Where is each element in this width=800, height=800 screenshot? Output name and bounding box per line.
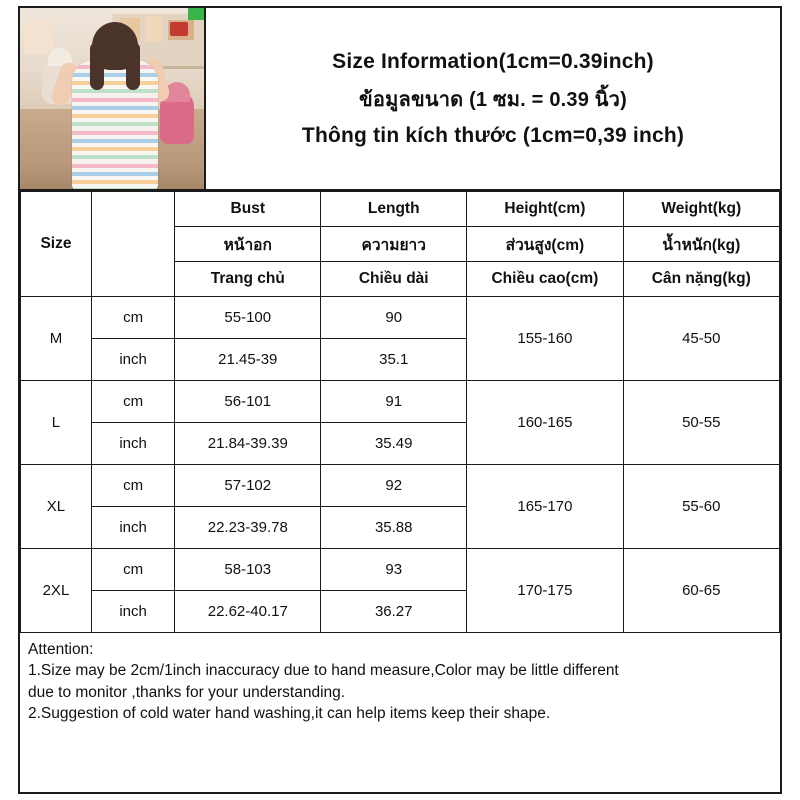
attention-line-1: 1.Size may be 2cm/1inch inaccuracy due to hand measure,Color may be little different bbox=[28, 662, 619, 680]
row-size-xl: XL bbox=[21, 465, 92, 549]
table-row bbox=[21, 465, 780, 507]
col-length-en: Length bbox=[321, 192, 467, 227]
height-2xl: 170-175 bbox=[467, 549, 623, 633]
col-weight-vi: Cân nặng(kg) bbox=[623, 262, 779, 297]
unit-inch-l: inch bbox=[91, 423, 174, 465]
col-length-th: ความยาว bbox=[321, 227, 467, 262]
weight-l: 50-55 bbox=[623, 381, 779, 465]
size-table bbox=[20, 191, 780, 633]
col-height-th: ส่วนสูง(cm) bbox=[467, 227, 623, 262]
col-weight-en: Weight(kg) bbox=[623, 192, 779, 227]
length-cm-xl: 92 bbox=[321, 465, 467, 507]
length-inch-2xl: 36.27 bbox=[321, 591, 467, 633]
photo-red-object bbox=[170, 22, 188, 36]
table-row bbox=[21, 381, 780, 423]
unit-cm-xl: cm bbox=[91, 465, 174, 507]
col-bust-th: หน้าอก bbox=[175, 227, 321, 262]
row-size-2xl: 2XL bbox=[21, 549, 92, 633]
photo-striped-dress bbox=[72, 60, 158, 189]
col-weight-th: น้ำหนัก(kg) bbox=[623, 227, 779, 262]
bust-cm-2xl: 58-103 bbox=[175, 549, 321, 591]
row-size-l: L bbox=[21, 381, 92, 465]
bust-cm-m: 55-100 bbox=[175, 297, 321, 339]
photo-model-hair bbox=[92, 22, 138, 70]
height-l: 160-165 bbox=[467, 381, 623, 465]
length-cm-l: 91 bbox=[321, 381, 467, 423]
weight-xl: 55-60 bbox=[623, 465, 779, 549]
title-th: ข้อมูลขนาด (1 ซม. = 0.39 นิ้ว) bbox=[359, 88, 627, 111]
height-m: 155-160 bbox=[467, 297, 623, 381]
col-bust-en: Bust bbox=[175, 192, 321, 227]
col-length-vi: Chiều dài bbox=[321, 262, 467, 297]
attention-line-3: 2.Suggestion of cold water hand washing,it can help items keep their shape. bbox=[28, 705, 551, 723]
unit-cm-l: cm bbox=[91, 381, 174, 423]
length-cm-m: 90 bbox=[321, 297, 467, 339]
bust-inch-xl: 22.23-39.78 bbox=[175, 507, 321, 549]
unit-header-cell bbox=[91, 192, 174, 297]
length-cm-2xl: 93 bbox=[321, 549, 467, 591]
col-bust-vi: Trang chủ bbox=[175, 262, 321, 297]
table-row bbox=[21, 297, 780, 339]
title-block bbox=[206, 8, 780, 189]
size-header-cell: Size bbox=[21, 192, 92, 297]
attention-heading: Attention: bbox=[28, 641, 94, 658]
height-xl: 165-170 bbox=[467, 465, 623, 549]
weight-2xl: 60-65 bbox=[623, 549, 779, 633]
photo-green-marker bbox=[188, 8, 204, 20]
photo-box-2 bbox=[146, 16, 162, 42]
col-height-en: Height(cm) bbox=[467, 192, 623, 227]
col-height-vi: Chiều cao(cm) bbox=[467, 262, 623, 297]
bust-inch-l: 21.84-39.39 bbox=[175, 423, 321, 465]
table-header-row-en bbox=[21, 192, 780, 227]
header-band bbox=[20, 8, 780, 191]
title-vi: Thông tin kích thước (1cm=0,39 inch) bbox=[301, 123, 685, 147]
attention-line-2: due to monitor ,thanks for your understanding. bbox=[28, 683, 346, 701]
length-inch-l: 35.49 bbox=[321, 423, 467, 465]
attention-block bbox=[20, 633, 780, 792]
size-chart-frame bbox=[18, 6, 782, 794]
unit-cm-m: cm bbox=[91, 297, 174, 339]
row-size-m: M bbox=[21, 297, 92, 381]
unit-inch-m: inch bbox=[91, 339, 174, 381]
unit-cm-2xl: cm bbox=[91, 549, 174, 591]
length-inch-xl: 35.88 bbox=[321, 507, 467, 549]
bust-inch-m: 21.45-39 bbox=[175, 339, 321, 381]
photo-lamp bbox=[24, 20, 54, 54]
unit-inch-xl: inch bbox=[91, 507, 174, 549]
bust-cm-xl: 57-102 bbox=[175, 465, 321, 507]
table-row bbox=[21, 549, 780, 591]
length-inch-m: 35.1 bbox=[321, 339, 467, 381]
product-photo bbox=[20, 8, 206, 189]
bust-cm-l: 56-101 bbox=[175, 381, 321, 423]
bust-inch-2xl: 22.62-40.17 bbox=[175, 591, 321, 633]
weight-m: 45-50 bbox=[623, 297, 779, 381]
title-en: Size Information(1cm=0.39inch) bbox=[332, 49, 654, 73]
unit-inch-2xl: inch bbox=[91, 591, 174, 633]
